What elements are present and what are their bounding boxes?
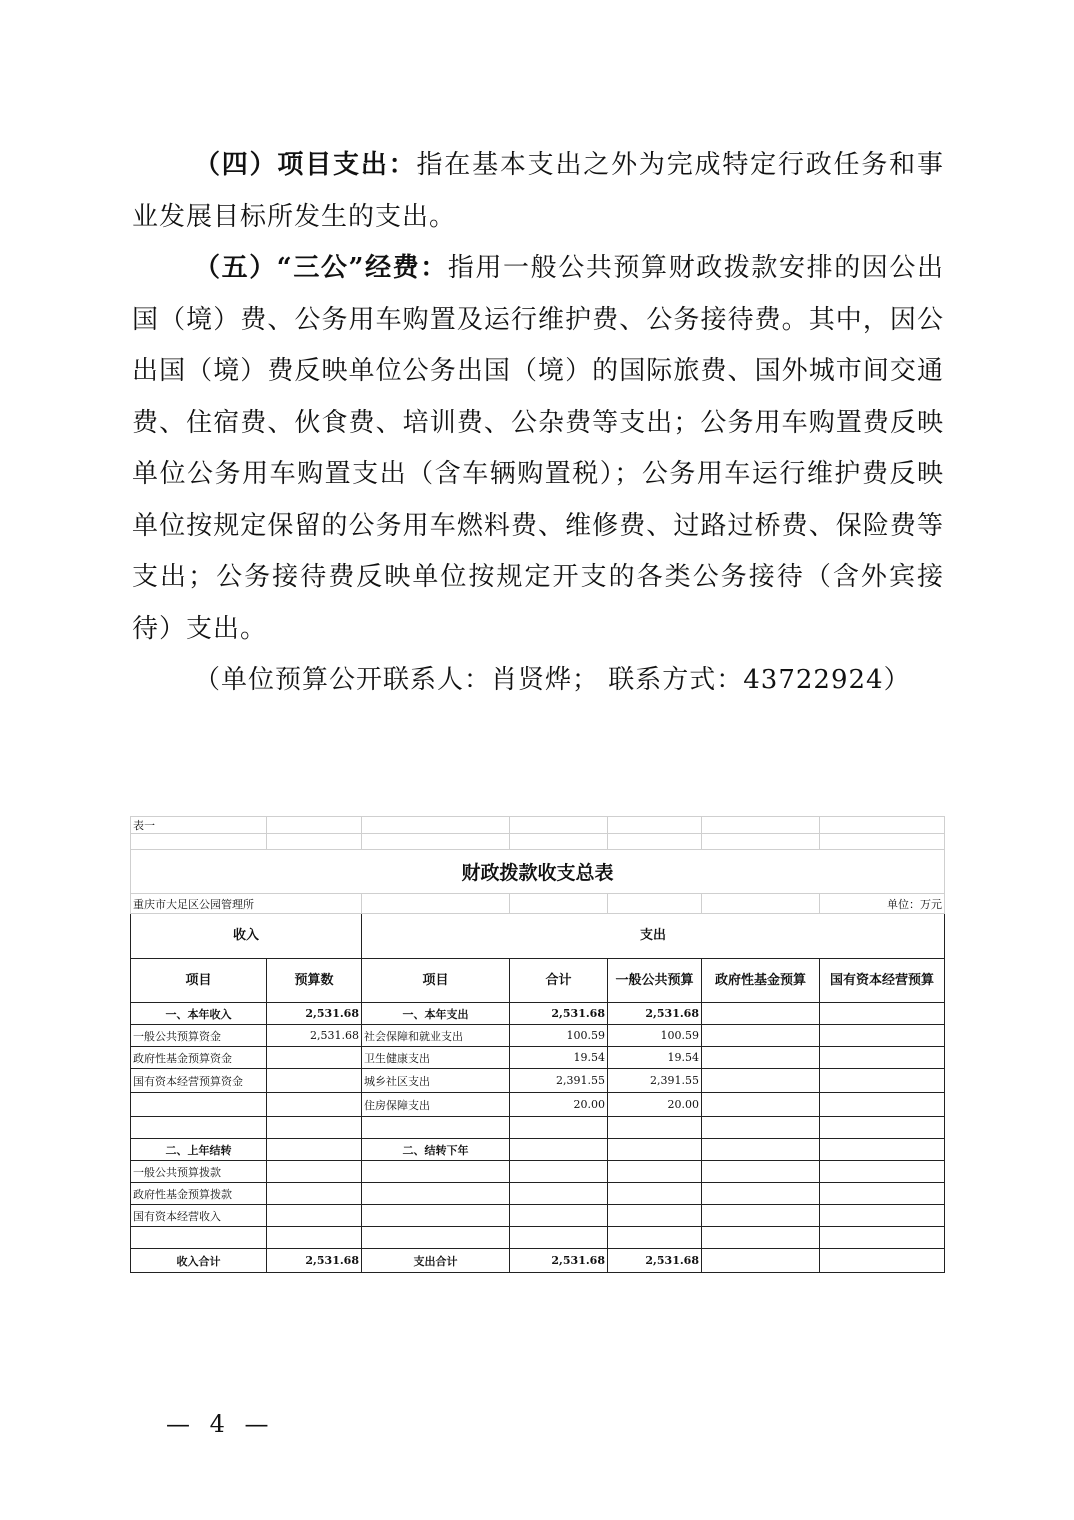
cell-total — [510, 1227, 608, 1249]
cell-general: 100.59 — [608, 1025, 702, 1047]
cell-general — [608, 1227, 702, 1249]
table-row — [131, 1117, 945, 1139]
contact-line: （单位预算公开联系人：肖贤烨； 联系方式：43722924） — [194, 665, 911, 695]
cell-fund — [702, 1205, 820, 1227]
cell-exp-item — [362, 1227, 510, 1249]
cell-inc-item: 二、上年结转 — [131, 1139, 267, 1161]
cell-inc-amt — [267, 1205, 362, 1227]
cell-inc-item: 收入合计 — [131, 1249, 267, 1273]
cell-fund — [702, 1139, 820, 1161]
cell-inc-amt: 2,531.68 — [267, 1003, 362, 1025]
cell-inc-item: 国有资本经营预算资金 — [131, 1069, 267, 1093]
cell-capital — [820, 1249, 945, 1273]
cell-capital — [820, 1025, 945, 1047]
cell-total: 2,531.68 — [510, 1249, 608, 1273]
table-row — [131, 1183, 945, 1205]
cell-fund — [702, 1161, 820, 1183]
cell-inc-item: 一、本年收入 — [131, 1003, 267, 1025]
cell-capital — [820, 1093, 945, 1117]
cell-exp-item: 支出合计 — [362, 1249, 510, 1273]
cell-exp-item — [362, 1205, 510, 1227]
unit-label: 单位：万元 — [820, 894, 945, 914]
cell-capital — [820, 1139, 945, 1161]
page-number: — 4 — — [166, 1410, 275, 1438]
cell-inc-item: 国有资本经营收入 — [131, 1205, 267, 1227]
cell-inc-amt — [267, 1047, 362, 1069]
column-header: 政府性基金预算 — [702, 959, 820, 1003]
cell-exp-item — [362, 1161, 510, 1183]
column-header: 预算数 — [267, 959, 362, 1003]
cell-exp-item — [362, 1117, 510, 1139]
cell-capital — [820, 1183, 945, 1205]
column-header: 项目 — [131, 959, 267, 1003]
cell-capital — [820, 1047, 945, 1069]
paragraph-label: （五）“三公”经费： — [194, 253, 448, 283]
paragraph-text: 指用一般公共预算财政拨款安排的因公出国（境）费、公务用车购置及运行维护费、公务接待费。其中，因公出国（境）费反映单位公务出国（境）的国际旅费、国外城市间交通费、住宿费、伙食费、培训费、公杂费等支出；公务用车购置费反映单位公务用车购置支出（含车辆购置税）；公务用车运行维护费反映单位按规定保留的公务用车燃料费、维修费、过路过桥费、保险费等支出；公务接待费反映单位按规定开支的各类公务接待（含外宾接待）支出。 — [132, 253, 944, 644]
cell-general: 2,531.68 — [608, 1249, 702, 1273]
column-header: 项目 — [362, 959, 510, 1003]
cell-total — [510, 1117, 608, 1139]
paragraph-label: （四）项目支出： — [194, 150, 417, 180]
cell-total: 2,531.68 — [510, 1003, 608, 1025]
cell-inc-amt — [267, 1139, 362, 1161]
table-row — [131, 1093, 945, 1117]
table-row — [131, 1161, 945, 1183]
cell-total: 19.54 — [510, 1047, 608, 1069]
cell-general: 2,531.68 — [608, 1003, 702, 1025]
expense-group-header: 支出 — [362, 914, 945, 959]
cell-general — [608, 1183, 702, 1205]
column-header: 合计 — [510, 959, 608, 1003]
table-row — [131, 1249, 945, 1273]
cell-general — [608, 1161, 702, 1183]
cell-capital — [820, 1205, 945, 1227]
cell-inc-item: 一般公共预算资金 — [131, 1025, 267, 1047]
cell-exp-item — [362, 1183, 510, 1205]
org-name: 重庆市大足区公园管理所 — [131, 894, 362, 914]
table-row — [131, 1139, 945, 1161]
cell-capital — [820, 1117, 945, 1139]
cell-capital — [820, 1161, 945, 1183]
table-row — [131, 1047, 945, 1069]
column-header: 一般公共预算 — [608, 959, 702, 1003]
table-row — [131, 1025, 945, 1047]
cell-fund — [702, 1069, 820, 1093]
table-row — [131, 1003, 945, 1025]
cell-inc-amt: 2,531.68 — [267, 1249, 362, 1273]
cell-general — [608, 1117, 702, 1139]
cell-inc-amt — [267, 1117, 362, 1139]
cell-inc-item — [131, 1093, 267, 1117]
cell-general: 20.00 — [608, 1093, 702, 1117]
cell-exp-item: 二、结转下年 — [362, 1139, 510, 1161]
cell-total: 20.00 — [510, 1093, 608, 1117]
cell-fund — [702, 1025, 820, 1047]
cell-fund — [702, 1003, 820, 1025]
body-text — [132, 140, 944, 707]
cell-inc-amt — [267, 1093, 362, 1117]
cell-exp-item: 住房保障支出 — [362, 1093, 510, 1117]
cell-capital — [820, 1003, 945, 1025]
column-header: 国有资本经营预算 — [820, 959, 945, 1003]
cell-fund — [702, 1093, 820, 1117]
cell-exp-item: 卫生健康支出 — [362, 1047, 510, 1069]
cell-inc-item: 一般公共预算拨款 — [131, 1161, 267, 1183]
cell-fund — [702, 1047, 820, 1069]
table-row — [131, 1227, 945, 1249]
cell-general — [608, 1205, 702, 1227]
cell-total — [510, 1139, 608, 1161]
cell-general: 2,391.55 — [608, 1069, 702, 1093]
cell-fund — [702, 1117, 820, 1139]
cell-capital — [820, 1227, 945, 1249]
cell-total: 100.59 — [510, 1025, 608, 1047]
cell-inc-amt — [267, 1161, 362, 1183]
cell-total — [510, 1205, 608, 1227]
cell-total — [510, 1183, 608, 1205]
paragraph-project-expense — [132, 140, 944, 243]
cell-exp-item: 一、本年支出 — [362, 1003, 510, 1025]
table-tag: 表一 — [131, 817, 267, 834]
cell-fund — [702, 1249, 820, 1273]
cell-fund — [702, 1227, 820, 1249]
cell-inc-item — [131, 1117, 267, 1139]
cell-inc-amt — [267, 1069, 362, 1093]
cell-inc-item — [131, 1227, 267, 1249]
cell-general: 19.54 — [608, 1047, 702, 1069]
cell-total: 2,391.55 — [510, 1069, 608, 1093]
cell-inc-amt: 2,531.68 — [267, 1025, 362, 1047]
cell-fund — [702, 1183, 820, 1205]
table-title: 财政拨款收支总表 — [131, 850, 945, 894]
cell-inc-amt — [267, 1183, 362, 1205]
cell-capital — [820, 1069, 945, 1093]
cell-inc-amt — [267, 1227, 362, 1249]
paragraph-three-public — [132, 243, 944, 655]
paragraph-text: 指在基本支出之外为完成特定行政任务和事业发展目标所发生的支出。 — [132, 150, 944, 232]
cell-inc-item: 政府性基金预算拨款 — [131, 1183, 267, 1205]
cell-exp-item: 社会保障和就业支出 — [362, 1025, 510, 1047]
income-group-header: 收入 — [131, 914, 362, 959]
table-row — [131, 1205, 945, 1227]
cell-inc-item: 政府性基金预算资金 — [131, 1047, 267, 1069]
budget-table — [130, 816, 944, 1273]
cell-general — [608, 1139, 702, 1161]
cell-exp-item: 城乡社区支出 — [362, 1069, 510, 1093]
table-row — [131, 1069, 945, 1093]
cell-total — [510, 1161, 608, 1183]
